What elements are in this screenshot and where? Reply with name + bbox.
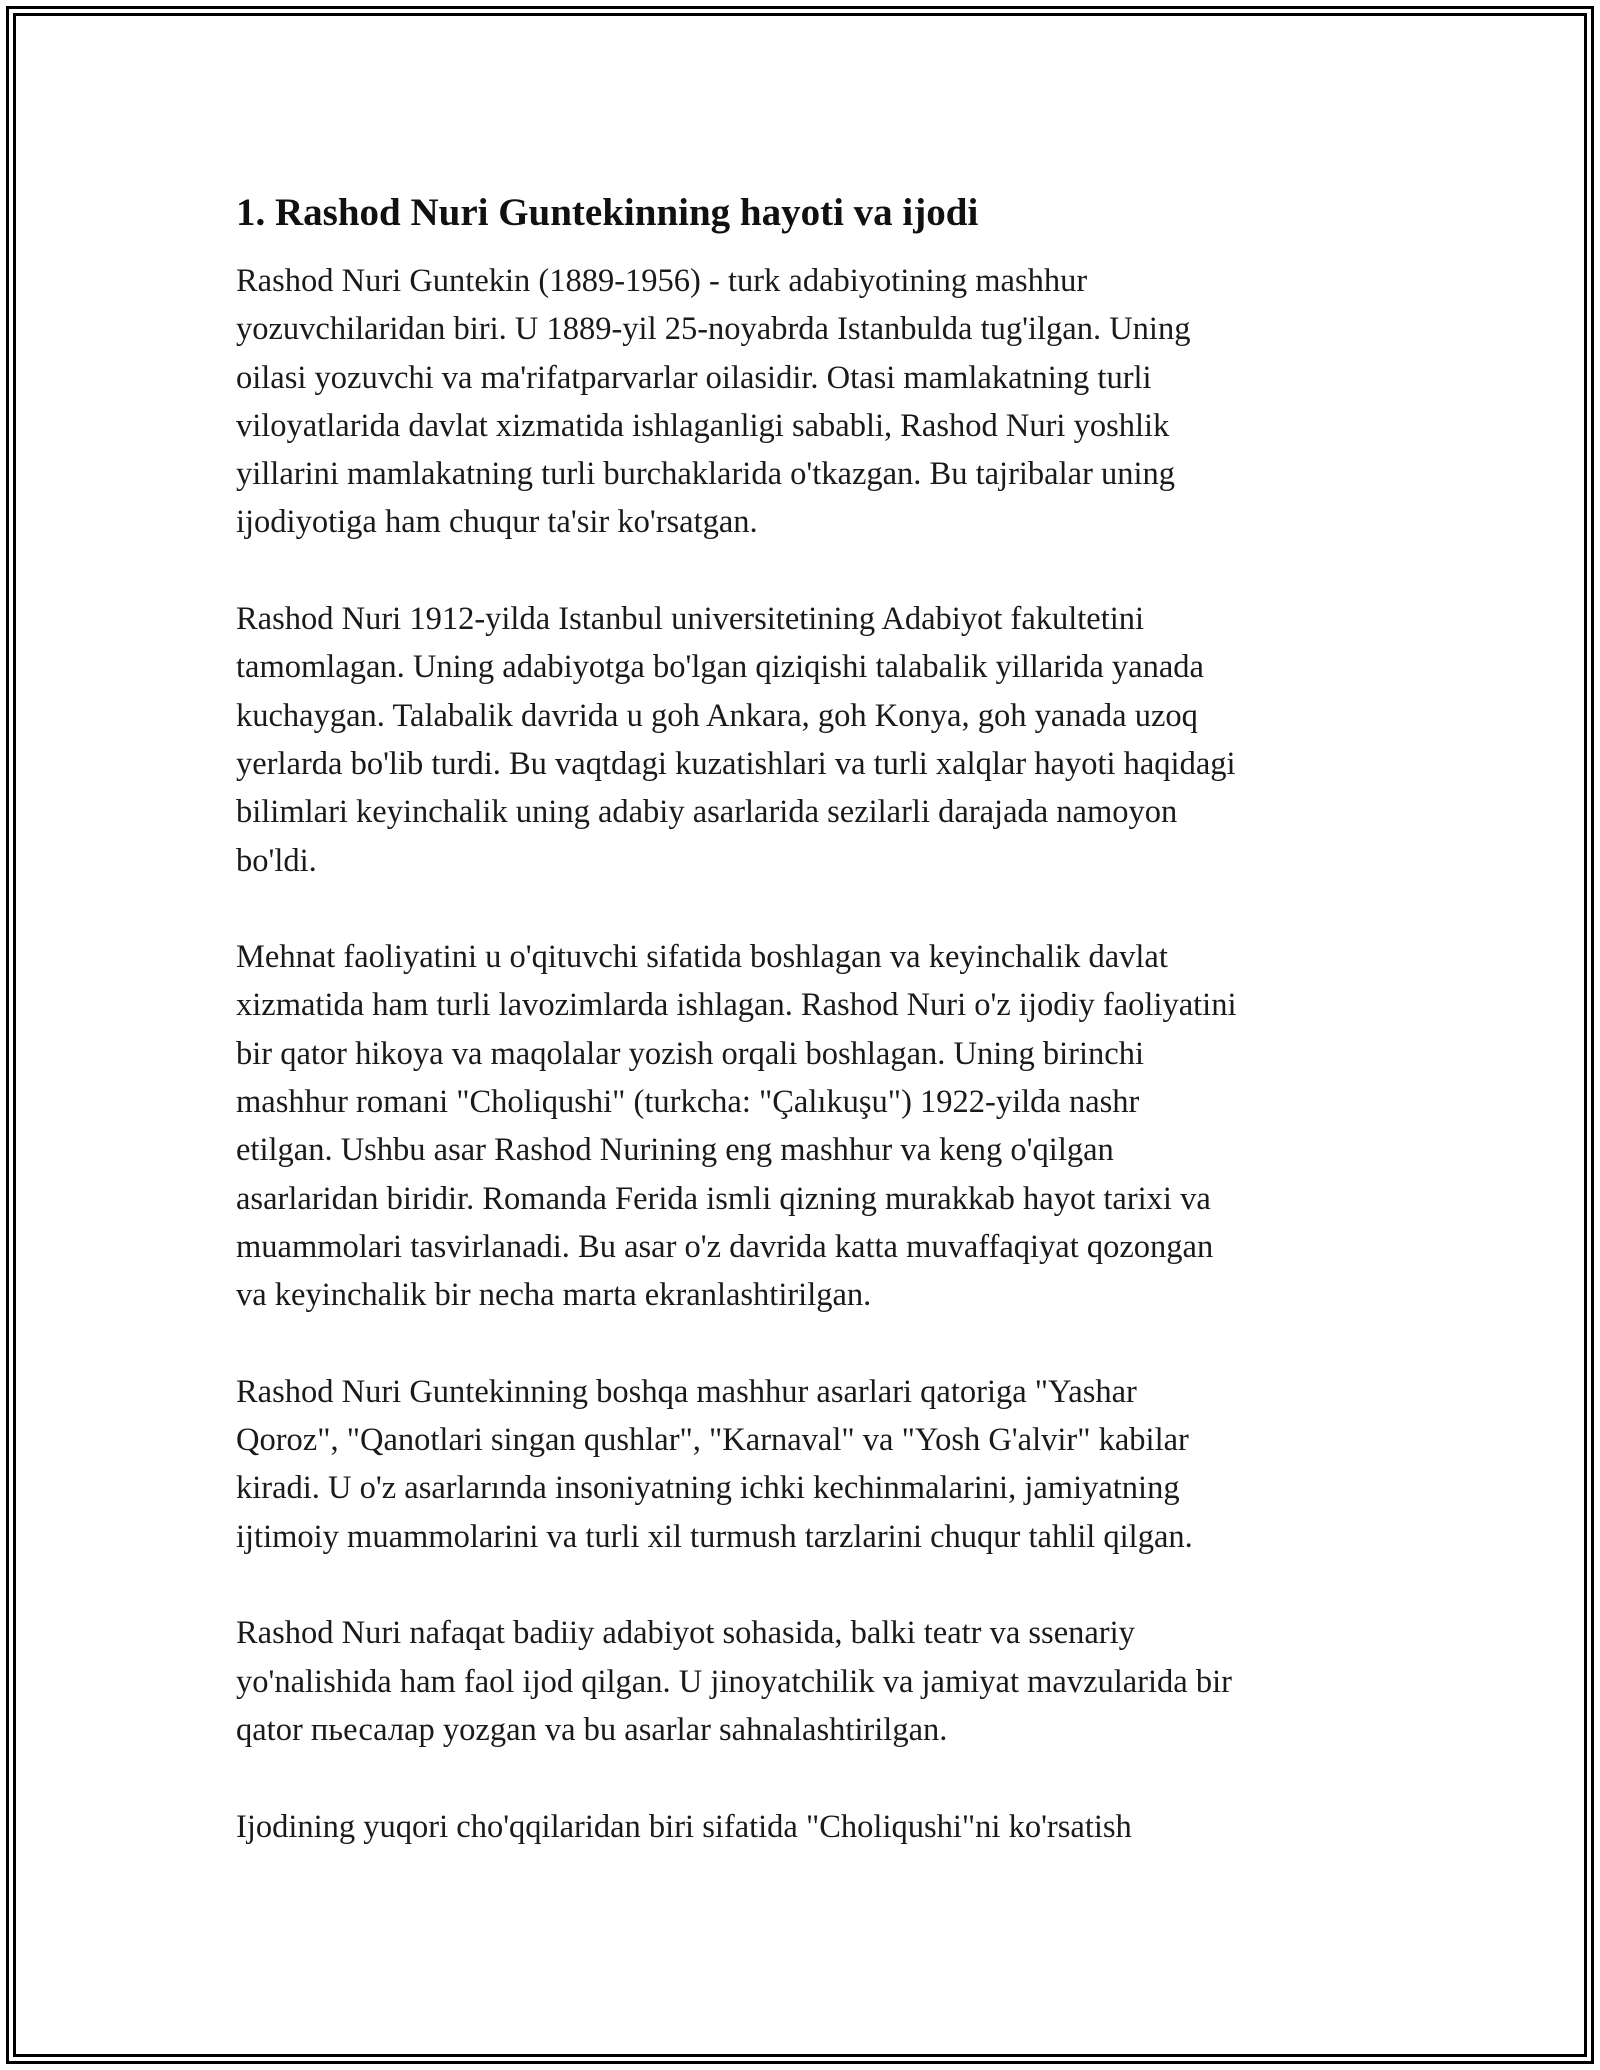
paragraph-biography: Rashod Nuri Guntekin (1889-1956) - turk adabiyotining mashhur yozuvchilaridan biri. U 1889-yil 25-noyabrda Istanbulda tug'ilgan. Uning oilasi yozuvchi va ma'rifatparvarlar oilasidir. Otasi mamlakatning turli viloyatlarida davlat xizmatida ishlaganligi sababli, Rashod Nuri yoshlik yillarini mamlakatning turli burchaklarida o'tkazgan. Bu tajribalar uning ijodiyotiga ham chuqur ta'sir ko'rsatgan. xyxy=(236,263,1191,541)
paragraph-theatre: Rashod Nuri nafaqat badiiy adabiyot sohasida, balki teatr va ssenariy yo'nalishida ham faol ijod qilgan. U jinoyatchilik va jamiyat mavzularida bir qator пьесалар yozgan va bu asarlar sahnalashtirilgan. xyxy=(236,1615,1232,1748)
paragraph-legacy: Ijodining yuqori cho'qqilaridan biri sifatida "Choliqushi"ni ko'rsatish xyxy=(236,1808,1132,1845)
document-body xyxy=(236,185,1376,1851)
paragraph-works: Rashod Nuri Guntekinning boshqa mashhur asarlari qatoriga "Yashar Qoroz", "Qanotlari singan qushlar", "Karnaval" va "Yosh G'alvir" kabilar kiradi. U o'z asarlarında insoniyatning ichki kechinmalarini, jamiyatning ijtimoiy muammolarini va turli xil turmush tarzlarini chuqur tahlil qilgan. xyxy=(236,1373,1193,1555)
paragraph-career: Mehnat faoliyatini u o'qituvchi sifatida boshlagan va keyinchalik davlat xizmatida ham turli lavozimlarda ishlagan. Rashod Nuri o'z ijodiy faoliyatini bir qator hikoya va maqolalar yozish orqali boshlagan. Uning birinchi mashhur romani "Choliqushi" (turkcha: "Çalıkuşu") 1922-yilda nashr etilgan. Ushbu asar Rashod Nurining eng mashhur va keng o'qilgan asarlaridan biridir. Romanda Ferida ismli qizning murakkab hayot tarixi va muammolari tasvirlanadi. Bu asar o'z davrida katta muvaffaqiyat qozongan va keyinchalik bir necha marta ekranlashtirilgan. xyxy=(236,939,1237,1314)
paragraph-education: Rashod Nuri 1912-yilda Istanbul universitetining Adabiyot fakultetini tamomlagan. Uning adabiyotga bo'lgan qiziqishi talabalik yillarida yanada kuchaygan. Talabalik davrida u goh Ankara, goh Konya, goh yanada uzoq yerlarda bo'lib turdi. Bu vaqtdagi kuzatishlari va turli xalqlar hayoti haqidagi bilimlari keyinchalik uning adabiy asarlarida sezilarli darajada namoyon bo'ldi. xyxy=(236,601,1236,879)
section-heading: 1. Rashod Nuri Guntekinning hayoti va ijodi xyxy=(236,191,979,234)
